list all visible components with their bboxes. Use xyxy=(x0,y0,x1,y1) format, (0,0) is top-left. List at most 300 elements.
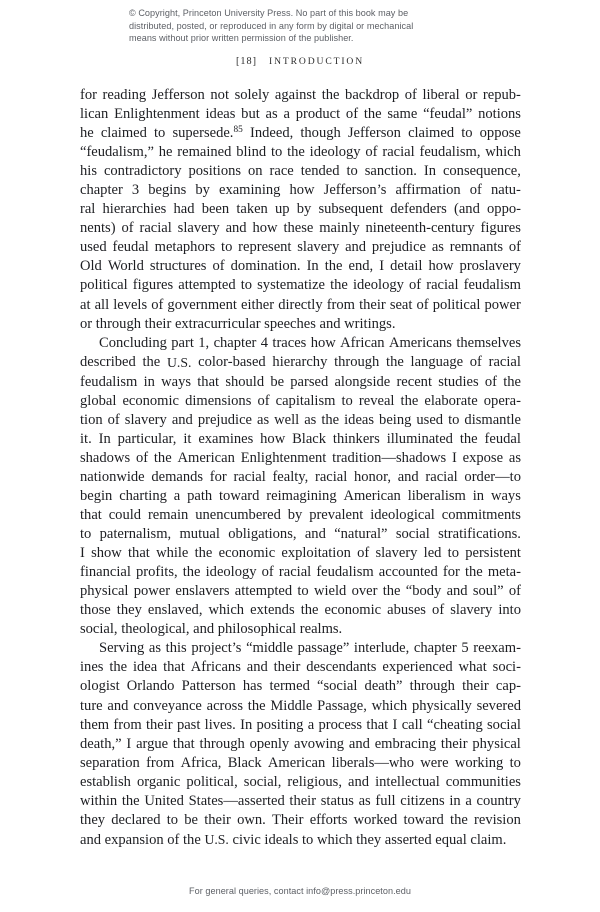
word: 4 xyxy=(260,334,269,351)
word: proslavery xyxy=(459,258,521,275)
word: remained xyxy=(177,144,232,161)
word: prevalent xyxy=(309,507,364,524)
word: global xyxy=(80,392,117,409)
copyright-line: means without prior written permission of the publisher. xyxy=(129,33,354,44)
word: into xyxy=(498,602,521,619)
word: embracing xyxy=(374,735,437,752)
word: racial xyxy=(139,220,172,237)
word: argue xyxy=(136,735,169,752)
text-line xyxy=(80,754,521,773)
word: which xyxy=(208,602,245,619)
word: honor, xyxy=(353,468,391,485)
word: of xyxy=(357,545,370,562)
word: African xyxy=(340,334,385,351)
word: and xyxy=(246,659,268,676)
word: economic xyxy=(324,602,382,619)
text-line xyxy=(80,601,521,620)
text-line xyxy=(80,830,521,850)
word: Black xyxy=(292,430,327,447)
word: accounted xyxy=(378,564,438,581)
word: the xyxy=(324,258,343,275)
word: the xyxy=(386,353,404,370)
word: claimed xyxy=(100,125,147,142)
word: all xyxy=(94,296,110,313)
word: by xyxy=(287,507,303,524)
text-line xyxy=(80,257,521,276)
word: the xyxy=(121,792,140,809)
word: levels xyxy=(113,296,148,313)
page-footer xyxy=(0,886,600,896)
word: from xyxy=(326,296,355,313)
text-line xyxy=(80,468,521,487)
word: intellectual xyxy=(375,773,440,790)
word: as xyxy=(431,239,444,256)
word: nationwide xyxy=(80,468,145,485)
word: physically xyxy=(411,697,472,714)
word: alongside xyxy=(334,373,391,390)
word: shadows xyxy=(80,449,131,466)
text-line xyxy=(80,620,521,639)
word: ideology xyxy=(352,277,404,294)
word: Passage, xyxy=(317,697,367,714)
word: for xyxy=(80,87,97,103)
word: subsequent xyxy=(318,201,384,218)
word: hierarchy xyxy=(272,353,328,370)
word: their xyxy=(273,659,301,676)
word: which xyxy=(485,144,521,161)
word: mutual xyxy=(179,526,220,543)
word: examining xyxy=(219,182,281,199)
word: Middle xyxy=(270,697,313,714)
text-line xyxy=(80,697,521,716)
word: reimagining xyxy=(266,487,337,504)
word: by xyxy=(296,201,312,218)
word: tended xyxy=(300,163,340,180)
running-head-title: INTRODUCTION xyxy=(269,56,364,67)
word: to xyxy=(270,144,283,161)
word: in xyxy=(472,487,485,504)
word: efforts xyxy=(309,811,348,828)
word: past xyxy=(176,716,201,733)
word: or xyxy=(465,87,478,103)
word: reexam- xyxy=(473,640,521,657)
word: attempted xyxy=(178,277,236,294)
word: nineteenth-century xyxy=(365,220,475,237)
text-line xyxy=(80,677,521,696)
word: blind xyxy=(236,144,267,161)
word: call xyxy=(401,716,423,733)
word: avowing xyxy=(293,735,345,752)
word: contradictory xyxy=(103,163,182,180)
word: slavery xyxy=(177,220,220,237)
word: racial xyxy=(314,468,348,485)
word: ines xyxy=(80,659,104,676)
word: slavery xyxy=(450,602,493,619)
word: Black xyxy=(227,754,262,771)
word: liberals—who xyxy=(331,754,414,771)
word: tion xyxy=(80,411,103,428)
word: dismantle xyxy=(464,411,521,428)
word: the xyxy=(450,811,468,828)
word: he xyxy=(158,144,173,161)
word: they xyxy=(80,811,106,828)
word: process xyxy=(318,716,363,733)
text-line xyxy=(80,238,521,257)
word: citizens xyxy=(400,792,445,809)
text-line xyxy=(80,487,521,506)
word: not xyxy=(210,87,229,103)
word: “cheating xyxy=(426,716,483,733)
word: soul” xyxy=(472,583,504,600)
word: ideology xyxy=(205,564,257,581)
word: stratifications. xyxy=(438,526,521,543)
word: either xyxy=(240,296,275,313)
word: charting xyxy=(119,487,167,504)
word: well xyxy=(274,411,300,428)
word: repub- xyxy=(482,87,521,103)
copyright-notice xyxy=(129,7,471,45)
word: directly xyxy=(278,296,323,313)
word: attempted xyxy=(234,583,293,600)
word: part xyxy=(171,334,194,351)
word: In xyxy=(306,258,319,275)
word: of xyxy=(404,87,417,103)
word: as xyxy=(304,411,317,428)
word: traces xyxy=(272,334,307,351)
word: and xyxy=(446,583,468,600)
word: begin xyxy=(80,487,113,504)
word: paternalism, xyxy=(99,526,172,543)
word: I xyxy=(392,716,398,733)
word: political xyxy=(80,277,128,294)
word: separation xyxy=(80,754,140,771)
word: cap- xyxy=(495,678,521,695)
word: Old xyxy=(80,258,102,275)
word: how xyxy=(310,334,336,351)
footnote-marker: 85 xyxy=(233,125,243,136)
word: I xyxy=(126,735,132,752)
word: of xyxy=(416,296,429,313)
word: Jefferson xyxy=(151,87,205,103)
word: how xyxy=(260,430,286,447)
word: opera- xyxy=(483,392,521,409)
word: and xyxy=(397,468,419,485)
word: the xyxy=(142,353,161,370)
line-text: and expansion of the U.S. civic ideals to which they asserted equal claim. xyxy=(80,831,507,848)
word: economic xyxy=(218,545,276,562)
word: a xyxy=(465,792,472,809)
word: and xyxy=(348,735,370,752)
word: their xyxy=(204,811,231,828)
word: they xyxy=(116,602,142,619)
word: their xyxy=(145,716,173,733)
word: Jefferson xyxy=(347,125,401,142)
word: their xyxy=(462,678,489,695)
word: experienced xyxy=(382,659,453,676)
word: tradition—shadows xyxy=(332,449,447,466)
word: language xyxy=(410,353,464,370)
line-text: social, theological, and philosophical realms. xyxy=(80,621,343,638)
word: as xyxy=(148,640,162,657)
word: their xyxy=(289,792,317,809)
word: organic xyxy=(136,773,181,790)
word: been xyxy=(201,201,230,218)
word: thinkers xyxy=(332,430,380,447)
word: at xyxy=(80,296,91,313)
word: United xyxy=(144,792,184,809)
word: Patterson xyxy=(181,678,236,695)
word: social xyxy=(487,716,521,733)
word: States—asserted xyxy=(188,792,285,809)
word: a xyxy=(283,106,290,123)
word: positing xyxy=(256,716,304,733)
word: of xyxy=(469,182,482,199)
word: detail xyxy=(390,258,423,275)
word: by xyxy=(195,182,210,199)
word: for xyxy=(209,468,227,485)
word: represent xyxy=(238,239,292,256)
word: which xyxy=(371,697,408,714)
text-line xyxy=(80,276,521,295)
word: dimensions xyxy=(185,392,252,409)
word: of xyxy=(508,239,521,256)
copyright-line: distributed, posted, or reproduced in any form by digital or mechanical xyxy=(129,20,414,31)
word: taken xyxy=(236,201,268,218)
word: wield xyxy=(313,583,347,600)
word: revision xyxy=(474,811,521,828)
word: claimed xyxy=(408,125,455,142)
word: political xyxy=(432,296,481,313)
word: conveyance xyxy=(133,697,202,714)
word: while xyxy=(156,545,189,562)
word: the xyxy=(247,697,266,714)
word: the xyxy=(321,87,340,103)
word: nents) xyxy=(80,220,116,237)
word: chapter xyxy=(413,640,457,657)
word: ways xyxy=(490,487,521,504)
text-line xyxy=(80,162,521,181)
word: seat xyxy=(389,296,413,313)
word: how xyxy=(289,182,315,199)
word: full xyxy=(375,792,396,809)
word: Africa, xyxy=(180,754,222,771)
word: physical xyxy=(80,583,129,600)
text-line xyxy=(80,200,521,219)
copyright-line: © Copyright, Princeton University Press. No part of this book may be xyxy=(129,8,409,18)
word: economic xyxy=(122,392,179,409)
word: “natural” xyxy=(334,526,388,543)
word: (and xyxy=(454,201,480,218)
paragraph-1 xyxy=(80,86,521,334)
word: of xyxy=(121,220,134,237)
word: prejudice xyxy=(197,411,252,428)
running-head xyxy=(0,56,600,67)
word: American xyxy=(343,487,401,504)
word xyxy=(167,353,191,373)
word: the xyxy=(459,430,478,447)
word: structures xyxy=(149,258,207,275)
word: demands xyxy=(151,468,204,485)
word: project’s xyxy=(191,640,242,657)
word: but xyxy=(241,106,260,123)
text-line xyxy=(80,143,521,162)
word: it. xyxy=(80,430,92,447)
word: to xyxy=(509,754,521,771)
text-line xyxy=(80,86,521,105)
word: enslaved, xyxy=(147,602,203,619)
word: “body xyxy=(405,583,442,600)
word: how xyxy=(428,258,454,275)
word: capitalism xyxy=(275,392,336,409)
word: political, xyxy=(186,773,238,790)
text-line xyxy=(80,392,521,411)
word: through xyxy=(334,353,380,370)
word: this xyxy=(165,640,187,657)
word: feudal xyxy=(112,239,149,256)
word: had xyxy=(173,201,195,218)
text-line xyxy=(80,563,521,582)
word: these xyxy=(283,220,314,237)
word: notions xyxy=(478,106,521,123)
word: liberal xyxy=(422,87,460,103)
word: figures xyxy=(132,277,174,294)
word: feudalism, xyxy=(419,144,481,161)
word: reading xyxy=(102,87,147,103)
word: Enlightenment xyxy=(240,449,327,466)
word: reveal xyxy=(358,392,395,409)
word: obligations, xyxy=(228,526,297,543)
word: profits, xyxy=(136,564,178,581)
word: ture xyxy=(80,697,103,714)
text-line xyxy=(80,353,521,373)
word: from xyxy=(113,716,142,733)
word: unencumbered xyxy=(195,507,281,524)
word: feudalism xyxy=(463,277,521,294)
word: of xyxy=(135,449,149,466)
paragraph-3 xyxy=(80,639,521,850)
word: led xyxy=(423,545,442,562)
word: of xyxy=(345,106,359,123)
word: begins xyxy=(148,182,187,199)
word: toward xyxy=(403,811,444,828)
word: of xyxy=(508,583,521,600)
word: racial xyxy=(488,353,521,370)
word: extends xyxy=(250,602,295,619)
word: “feudal” xyxy=(423,106,473,123)
word: through xyxy=(409,678,455,695)
word: death,” xyxy=(80,735,122,752)
word: hierarchies xyxy=(102,201,167,218)
word: of xyxy=(469,353,482,370)
word: to xyxy=(221,239,233,256)
word: it xyxy=(183,430,192,447)
word: their xyxy=(440,735,468,752)
word: color-based xyxy=(198,353,266,370)
word: to xyxy=(154,125,166,142)
word: power xyxy=(484,296,521,313)
word: that xyxy=(80,507,102,524)
word: as xyxy=(257,411,270,428)
word: physical xyxy=(472,735,521,752)
word: recent xyxy=(396,373,432,390)
word: the xyxy=(363,106,382,123)
word: same xyxy=(387,106,418,123)
word: to xyxy=(297,583,309,600)
body-text xyxy=(80,86,521,850)
word: In xyxy=(423,163,436,180)
word: sanction. xyxy=(364,163,417,180)
word: parsed xyxy=(290,373,329,390)
footer-text: For general queries, contact info@press.princeton.edu xyxy=(189,886,411,896)
word: be xyxy=(270,373,285,390)
word: and xyxy=(348,773,370,790)
word: were xyxy=(420,754,449,771)
word: order—to xyxy=(464,468,521,485)
word: social, xyxy=(243,773,282,790)
word: interlude, xyxy=(353,640,410,657)
word: on xyxy=(248,163,263,180)
word: ral xyxy=(80,201,96,218)
small-caps-abbreviation: U.S. xyxy=(204,831,229,847)
word: that xyxy=(197,373,220,390)
word: communities xyxy=(445,773,521,790)
word: domination. xyxy=(230,258,301,275)
word: racial xyxy=(278,564,312,581)
word: 1, xyxy=(198,334,210,351)
word: illuminated xyxy=(386,430,453,447)
text-line xyxy=(80,811,521,830)
word: elaborate xyxy=(424,392,478,409)
text-line xyxy=(80,582,521,601)
word: religious, xyxy=(287,773,342,790)
word: I xyxy=(451,449,457,466)
word: persistent xyxy=(465,545,521,562)
word: toward xyxy=(219,487,260,504)
text-line xyxy=(80,639,521,658)
word: Enlightenment xyxy=(114,106,200,123)
text-line xyxy=(80,773,521,792)
word: fealty, xyxy=(272,468,309,485)
text-line xyxy=(80,315,521,334)
word: slavery xyxy=(124,411,167,428)
text-line xyxy=(80,506,521,525)
word: systematize xyxy=(257,277,326,294)
word: soci- xyxy=(492,659,521,676)
word: Orlando xyxy=(126,678,175,695)
word: to xyxy=(346,163,358,180)
word: meta- xyxy=(487,564,521,581)
word: the xyxy=(300,602,319,619)
word: their xyxy=(359,296,386,313)
word: feudalism xyxy=(80,373,138,390)
word: slavery xyxy=(375,545,418,562)
word: severed xyxy=(476,697,521,714)
word: what xyxy=(458,659,487,676)
text-line xyxy=(80,735,521,754)
word: his xyxy=(80,163,97,180)
word: defenders xyxy=(390,201,447,218)
word: themselves xyxy=(456,334,521,351)
word: lican xyxy=(80,106,109,123)
word: the xyxy=(321,411,340,428)
word: ideology xyxy=(309,144,361,161)
word: affirmation xyxy=(395,182,461,199)
word: how xyxy=(252,220,278,237)
word: Indeed, xyxy=(250,125,294,142)
word: within xyxy=(80,792,118,809)
word: them xyxy=(80,716,110,733)
word: racial xyxy=(382,144,415,161)
